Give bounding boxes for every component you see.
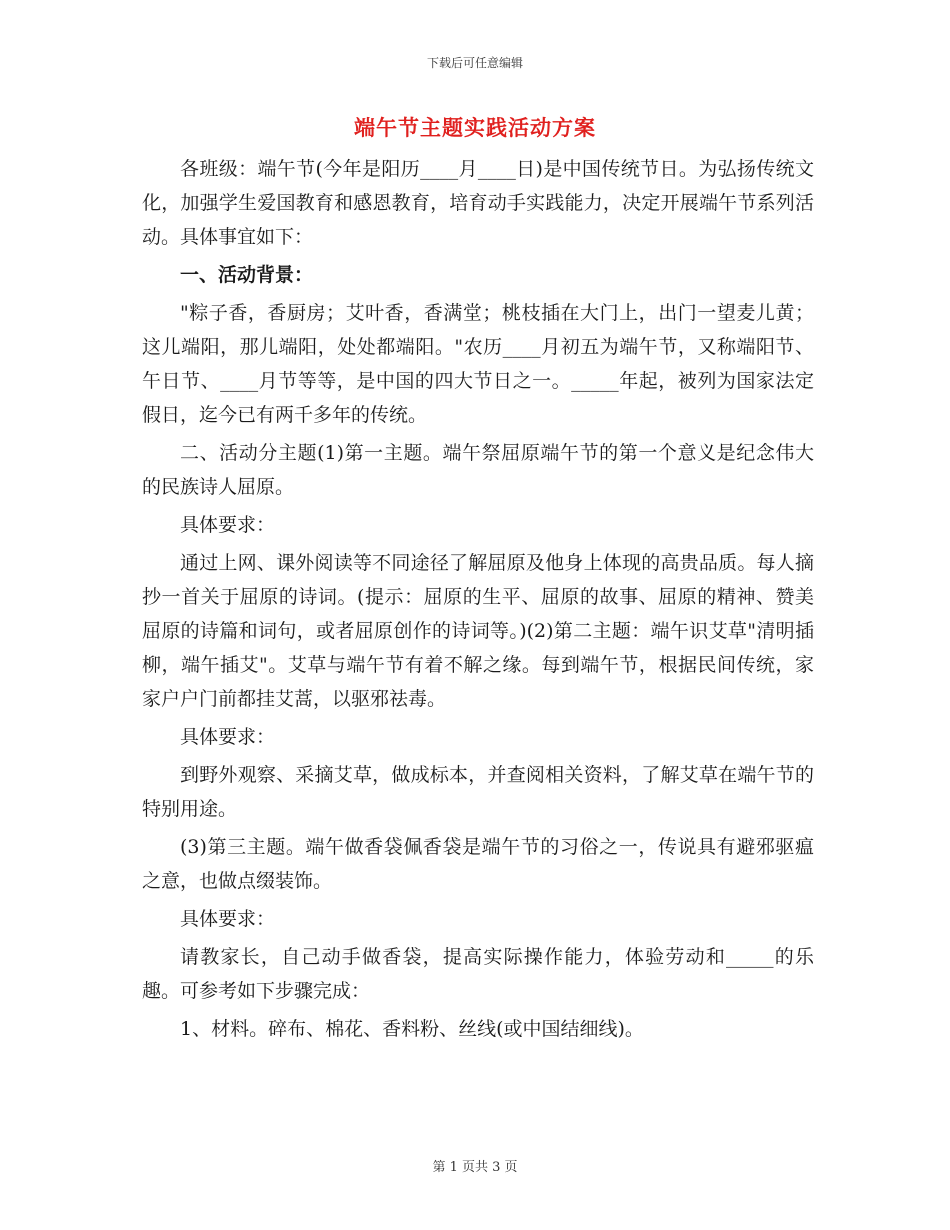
section-heading-background: 一、活动背景： xyxy=(180,264,314,286)
requirement-label: 具体要求： xyxy=(180,726,276,748)
materials-paragraph: 1、材料。碎布、棉花、香料粉、丝线(或中国结细线)。 xyxy=(180,1018,644,1040)
theme-three-paragraph: (3)第三主题。端午做香袋佩香袋是端午节的习俗之一，传说具有避邪驱瘟之意，也做点缀装饰。 xyxy=(142,836,814,892)
theme-two-requirement-paragraph: 到野外观察、采摘艾草，做成标本，并查阅相关资料，了解艾草在端午节的特别用途。 xyxy=(142,764,814,820)
intro-paragraph: 各班级：端午节(今年是阳历____月____日)是中国传统节日。为弘扬传统文化，加强学生爱国教育和感恩教育，培育动手实践能力，决定开展端午节系列活动。具体事宜如下： xyxy=(142,158,814,248)
requirement-label: 具体要求： xyxy=(180,908,276,930)
theme-one-requirement-paragraph: 通过上网、课外阅读等不同途径了解屈原及他身上体现的高贵品质。每人摘抄一首关于屈原的诗词。(提示：屈原的生平、屈原的故事、屈原的精神、赞美屈原的诗篇和词句，或者屈原创作的诗词等。)(2)第二主题：端午识艾草"清明插柳，端午插艾"。艾草与端午节有着不解之缘。每到端午节，根据民间传统，家家户户门前都挂艾蒿，以驱邪祛毒。 xyxy=(142,552,814,710)
header-note: 下载后可任意编辑 xyxy=(426,56,523,70)
theme-one-paragraph: 二、活动分主题(1)第一主题。端午祭屈原端午节的第一个意义是纪念伟大的民族诗人屈原。 xyxy=(142,442,814,498)
document-body xyxy=(142,152,814,1050)
page-footer: 第 1 页共 3 页 xyxy=(432,1160,518,1175)
background-paragraph: "粽子香，香厨房；艾叶香，香满堂；桃枝插在大门上，出门一望麦儿黄；这儿端阳，那儿端阳，处处都端阳。"农历____月初五为端午节，又称端阳节、午日节、____月节等等，是中国的四大节日之一。_____年起，被列为国家法定假日，迄今已有两千多年的传统。 xyxy=(142,302,814,426)
requirement-label: 具体要求： xyxy=(180,514,276,536)
theme-three-requirement-paragraph: 请教家长，自己动手做香袋，提高实际操作能力，体验劳动和_____的乐趣。可参考如下步骤完成： xyxy=(142,946,814,1002)
document-title: 端午节主题实践活动方案 xyxy=(354,115,596,140)
